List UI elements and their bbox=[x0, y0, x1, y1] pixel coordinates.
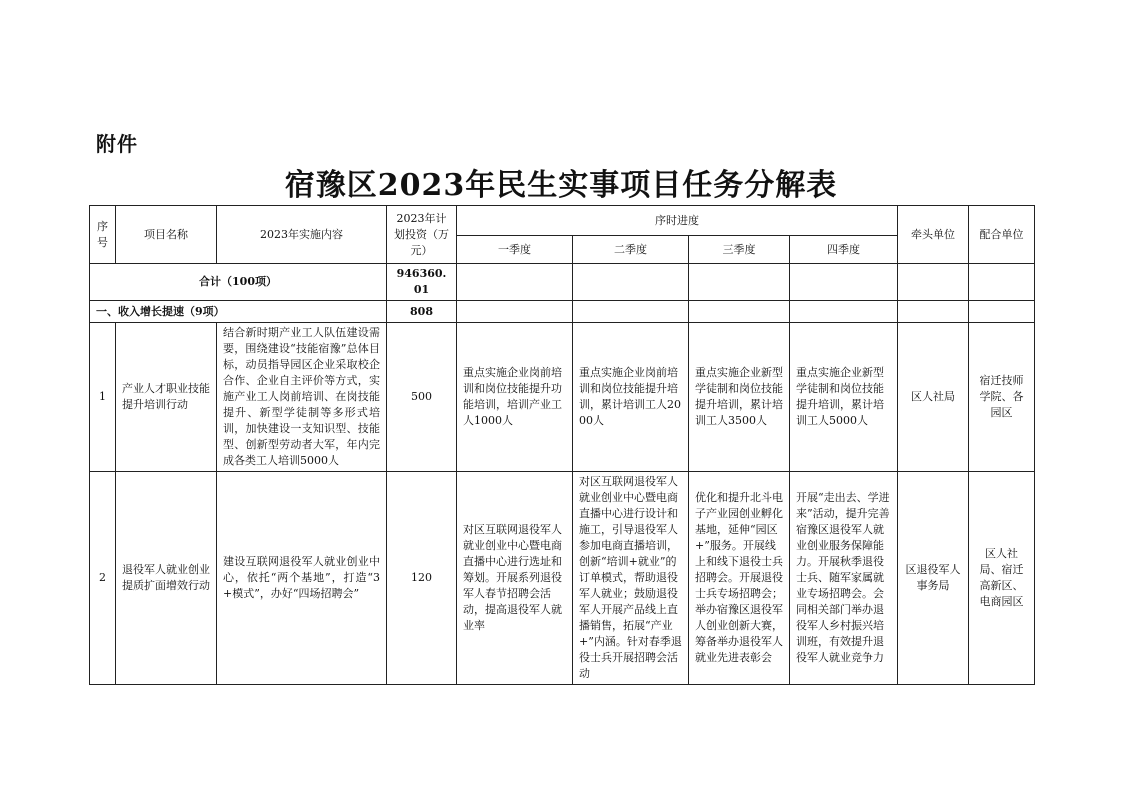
total-invest: 946360.01 bbox=[387, 264, 457, 301]
col-header-name: 项目名称 bbox=[116, 206, 217, 264]
col-header-no: 序号 bbox=[90, 206, 116, 264]
section-invest: 808 bbox=[387, 301, 457, 323]
row-name: 产业人才职业技能提升培训行动 bbox=[116, 323, 217, 472]
col-header-content: 2023年实施内容 bbox=[217, 206, 387, 264]
row-coop: 宿迁技师学院、各园区 bbox=[969, 323, 1035, 472]
col-header-invest: 2023年计划投资（万元） bbox=[387, 206, 457, 264]
col-header-q4: 四季度 bbox=[790, 236, 898, 264]
col-header-q1: 一季度 bbox=[457, 236, 573, 264]
col-header-coop: 配合单位 bbox=[969, 206, 1035, 264]
row-q4: 重点实施企业新型学徒制和岗位技能提升培训，累计培训工人5000人 bbox=[790, 323, 898, 472]
document-title: 宿豫区2023年民生实事项目任务分解表 bbox=[284, 168, 838, 203]
row-invest: 500 bbox=[387, 323, 457, 472]
total-label: 合计（100项） bbox=[90, 264, 387, 301]
row-q1: 重点实施企业岗前培训和岗位技能提升功能培训，培训产业工人1000人 bbox=[457, 323, 573, 472]
row-content: 结合新时期产业工人队伍建设需要，围绕建设“技能宿豫”总体目标，动员指导园区企业采取校企合作、企业自主评价等方式，实施产业工人岗前培训、在岗技能提升、新型学徒制等多形式培训，加快建设一支知识型、技能型、创新型劳动者大军，年内完成各类工人培训5000人 bbox=[217, 323, 387, 472]
row-invest: 120 bbox=[387, 472, 457, 685]
row-lead: 区人社局 bbox=[898, 323, 969, 472]
row-lead: 区退役军人事务局 bbox=[898, 472, 969, 685]
section-label: 一、收入增长提速（9项） bbox=[90, 301, 387, 323]
table-row bbox=[90, 472, 1035, 685]
row-q3: 重点实施企业新型学徒制和岗位技能提升培训，累计培训工人3500人 bbox=[689, 323, 790, 472]
row-q1: 对区互联网退役军人就业创业中心暨电商直播中心进行选址和筹划。开展系列退役军人春节招聘会活动，提高退役军人就业率 bbox=[457, 472, 573, 685]
row-q2: 重点实施企业岗前培训和岗位技能提升培训，累计培训工人2000人 bbox=[573, 323, 689, 472]
col-header-progress: 序时进度 bbox=[457, 206, 898, 236]
task-breakdown-table bbox=[89, 205, 1035, 685]
row-name: 退役军人就业创业提质扩面增效行动 bbox=[116, 472, 217, 685]
col-header-q3: 三季度 bbox=[689, 236, 790, 264]
attachment-label: 附件 bbox=[96, 132, 138, 156]
section-row bbox=[90, 301, 1035, 323]
row-no: 1 bbox=[90, 323, 116, 472]
header-row-1 bbox=[90, 206, 1035, 236]
row-q3: 优化和提升北斗电子产业园创业孵化基地，延伸“园区+”服务。开展线上和线下退役士兵招聘会。开展退役士兵专场招聘会；举办宿豫区退役军人创业创新大赛，筹备举办退役军人就业先进表彰会 bbox=[689, 472, 790, 685]
col-header-lead: 牵头单位 bbox=[898, 206, 969, 264]
total-row bbox=[90, 264, 1035, 301]
row-coop: 区人社局、宿迁高新区、电商园区 bbox=[969, 472, 1035, 685]
table-row bbox=[90, 323, 1035, 472]
row-q2: 对区互联网退役军人就业创业中心暨电商直播中心进行设计和施工，引导退役军人参加电商直播培训，创新“培训+就业”的订单模式，帮助退役军人就业；鼓励退役军人开展产品线上直播销售，拓展“产业+”内涵。针对春季退役士兵开展招聘会活动 bbox=[573, 472, 689, 685]
col-header-q2: 二季度 bbox=[573, 236, 689, 264]
row-content: 建设互联网退役军人就业创业中心，依托“两个基地”，打造“3+模式”，办好“四场招聘会” bbox=[217, 472, 387, 685]
row-q4: 开展“走出去、学进来”活动，提升完善宿豫区退役军人就业创业服务保障能力。开展秋季退役士兵、随军家属就业专场招聘会。会同相关部门举办退役军人乡村振兴培训班，有效提升退役军人就业竞争力 bbox=[790, 472, 898, 685]
row-no: 2 bbox=[90, 472, 116, 685]
